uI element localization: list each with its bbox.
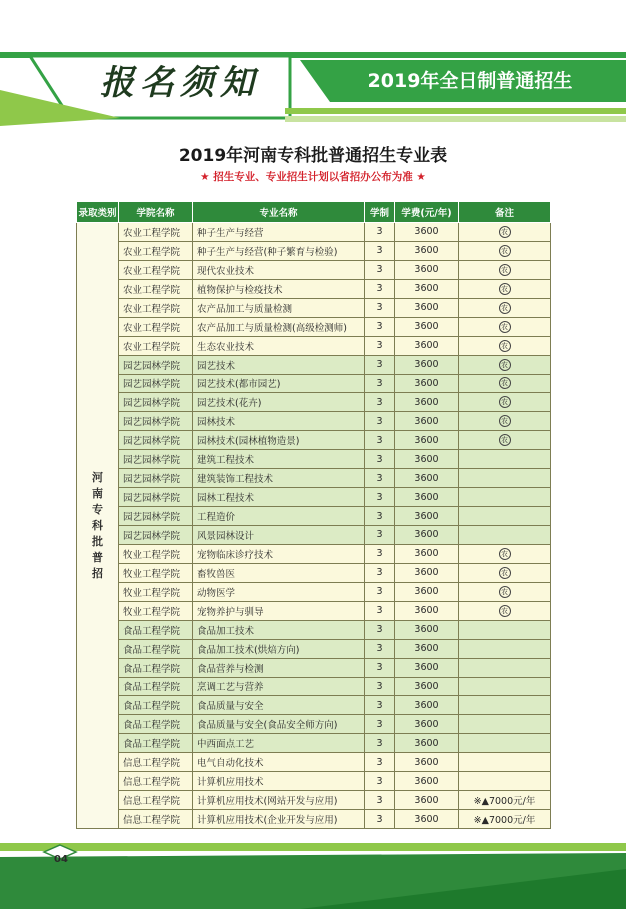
remark-cell [459,507,551,526]
banner-accent-stripe [285,108,626,114]
major-cell: 建筑装饰工程技术 [193,469,365,488]
years-cell: 3 [365,810,395,829]
college-cell: 园艺园林学院 [119,526,193,545]
major-cell: 风景园林设计 [193,526,365,545]
remark-cell [459,469,551,488]
table-row [77,696,551,715]
agriculture-mark-icon: 农 [499,377,511,389]
fee-cell: 3600 [395,412,459,431]
fee-cell: 3600 [395,279,459,298]
fee-cell: 3600 [395,810,459,829]
fee-cell: 3600 [395,715,459,734]
table-row [77,488,551,507]
college-cell: 园艺园林学院 [119,412,193,431]
college-cell: 信息工程学院 [119,810,193,829]
fee-cell: 3600 [395,450,459,469]
agriculture-mark-icon: 农 [499,586,511,598]
college-cell: 园艺园林学院 [119,431,193,450]
years-cell: 3 [365,241,395,260]
years-cell: 3 [365,488,395,507]
remark-cell [459,658,551,677]
footer-band [0,843,626,909]
remark-cell [459,772,551,791]
major-cell: 计算机应用技术 [193,772,365,791]
fee-cell: 3600 [395,469,459,488]
years-cell: 3 [365,753,395,772]
agriculture-mark-icon: 农 [499,264,511,276]
years-cell: 3 [365,715,395,734]
years-cell: 3 [365,469,395,488]
years-cell: 3 [365,544,395,563]
years-cell: 3 [365,526,395,545]
category-label: 河南专科批普招 [92,470,103,580]
table-row [77,810,551,829]
college-cell: 园艺园林学院 [119,374,193,393]
college-cell: 食品工程学院 [119,639,193,658]
college-cell: 食品工程学院 [119,734,193,753]
agriculture-mark-icon: 农 [499,434,511,446]
remark-cell [459,753,551,772]
college-cell: 农业工程学院 [119,336,193,355]
college-cell: 园艺园林学院 [119,450,193,469]
page-number: 04 [54,854,68,865]
remark-cell [459,601,551,620]
years-cell: 3 [365,450,395,469]
remark-cell [459,241,551,260]
remark-cell [459,298,551,317]
table-row [77,279,551,298]
years-cell: 3 [365,393,395,412]
remark-cell [459,582,551,601]
college-cell: 牧业工程学院 [119,582,193,601]
remark-cell [459,563,551,582]
table-body [77,223,551,829]
major-cell: 宠物临床诊疗技术 [193,544,365,563]
header-college: 学院名称 [119,202,193,223]
major-cell: 电气自动化技术 [193,753,365,772]
fee-cell: 3600 [395,374,459,393]
major-cell: 中西面点工艺 [193,734,365,753]
college-cell: 农业工程学院 [119,260,193,279]
fee-cell: 3600 [395,317,459,336]
years-cell: 3 [365,298,395,317]
agriculture-mark-icon: 农 [499,302,511,314]
major-cell: 园林技术(园林植物造景) [193,431,365,450]
years-cell: 3 [365,223,395,242]
fee-cell: 3600 [395,639,459,658]
table-row [77,241,551,260]
fee-cell: 3600 [395,544,459,563]
years-cell: 3 [365,412,395,431]
table-row [77,507,551,526]
fee-cell: 3600 [395,355,459,374]
header-years: 学制 [365,202,395,223]
remark-cell [459,279,551,298]
fee-cell: 3600 [395,488,459,507]
major-cell: 计算机应用技术(网站开发与应用) [193,791,365,810]
college-cell: 农业工程学院 [119,317,193,336]
years-cell: 3 [365,582,395,601]
years-cell: 3 [365,696,395,715]
college-cell: 信息工程学院 [119,791,193,810]
banner-accent-stripe-light [285,116,626,122]
college-cell: 园艺园林学院 [119,355,193,374]
remark-cell [459,412,551,431]
table-row [77,734,551,753]
header-remark: 备注 [459,202,551,223]
remark-cell [459,260,551,279]
table-row [77,563,551,582]
years-cell: 3 [365,355,395,374]
remark-cell [459,488,551,507]
years-cell: 3 [365,601,395,620]
major-cell: 食品加工技术 [193,620,365,639]
college-cell: 食品工程学院 [119,677,193,696]
years-cell: 3 [365,620,395,639]
table-row [77,715,551,734]
agriculture-mark-icon: 农 [499,548,511,560]
college-cell: 食品工程学院 [119,696,193,715]
major-cell: 食品质量与安全(食品安全师方向) [193,715,365,734]
agriculture-mark-icon: 农 [499,283,511,295]
header-category: 录取类别 [77,202,119,223]
college-cell: 信息工程学院 [119,753,193,772]
table-row [77,601,551,620]
table-row [77,469,551,488]
major-cell: 动物医学 [193,582,365,601]
major-cell: 食品营养与检测 [193,658,365,677]
college-cell: 农业工程学院 [119,241,193,260]
major-cell: 畜牧兽医 [193,563,365,582]
major-cell: 计算机应用技术(企业开发与应用) [193,810,365,829]
major-cell: 园艺技术(都市园艺) [193,374,365,393]
remark-cell [459,355,551,374]
document-note: ★ 招生专业、专业招生计划以省招办公布为准 ★ [200,171,426,183]
remark-cell [459,677,551,696]
remark-cell [459,374,551,393]
category-cell [77,223,119,829]
years-cell: 3 [365,658,395,677]
table-row [77,393,551,412]
college-cell: 园艺园林学院 [119,469,193,488]
major-cell: 农产品加工与质量检测(高级检测师) [193,317,365,336]
agriculture-mark-icon: 农 [499,415,511,427]
remark-cell [459,639,551,658]
fee-cell: 3600 [395,260,459,279]
major-cell: 种子生产与经营(种子繁育与检验) [193,241,365,260]
fee-cell: 3600 [395,791,459,810]
remark-cell [459,526,551,545]
major-cell: 园艺技术 [193,355,365,374]
major-cell: 烹调工艺与营养 [193,677,365,696]
fee-cell: 3600 [395,677,459,696]
header-fee: 学费(元/年) [395,202,459,223]
major-cell: 种子生产与经营 [193,223,365,242]
major-cell: 生态农业技术 [193,336,365,355]
table-row [77,298,551,317]
college-cell: 园艺园林学院 [119,393,193,412]
college-cell: 牧业工程学院 [119,563,193,582]
college-cell: 食品工程学院 [119,658,193,677]
remark-cell [459,431,551,450]
years-cell: 3 [365,279,395,298]
major-cell: 农产品加工与质量检测 [193,298,365,317]
fee-cell: 3600 [395,241,459,260]
table-row [77,753,551,772]
remark-cell [459,336,551,355]
remark-cell [459,715,551,734]
fee-cell: 3600 [395,336,459,355]
fee-cell: 3600 [395,734,459,753]
major-cell: 工程造价 [193,507,365,526]
remark-cell [459,223,551,242]
agriculture-mark-icon: 农 [499,605,511,617]
years-cell: 3 [365,734,395,753]
major-cell: 宠物养护与驯导 [193,601,365,620]
college-cell: 食品工程学院 [119,715,193,734]
table-row [77,620,551,639]
table-row [77,772,551,791]
years-cell: 3 [365,260,395,279]
years-cell: 3 [365,639,395,658]
table-row [77,223,551,242]
years-cell: 3 [365,677,395,696]
fee-cell: 3600 [395,582,459,601]
college-cell: 园艺园林学院 [119,507,193,526]
remark-cell [459,544,551,563]
college-cell: 园艺园林学院 [119,488,193,507]
footer-top-stripe [0,843,626,851]
table-row [77,317,551,336]
years-cell: 3 [365,336,395,355]
table-row [77,677,551,696]
table-row [77,260,551,279]
fee-cell: 3600 [395,753,459,772]
fee-cell: 3600 [395,620,459,639]
remark-cell: ※▲7000元/年 [459,791,551,810]
agriculture-mark-icon: 农 [499,245,511,257]
remark-cell [459,450,551,469]
table-row [77,582,551,601]
major-cell: 建筑工程技术 [193,450,365,469]
major-cell: 园林工程技术 [193,488,365,507]
table-row [77,412,551,431]
college-cell: 牧业工程学院 [119,544,193,563]
years-cell: 3 [365,317,395,336]
college-cell: 牧业工程学院 [119,601,193,620]
fee-cell: 3600 [395,393,459,412]
agriculture-mark-icon: 农 [499,396,511,408]
college-cell: 农业工程学院 [119,223,193,242]
fee-cell: 3600 [395,507,459,526]
table-row [77,544,551,563]
table-row [77,431,551,450]
fee-cell: 3600 [395,431,459,450]
remark-cell: ※▲7000元/年 [459,810,551,829]
agriculture-mark-icon: 农 [499,226,511,238]
table-row [77,658,551,677]
major-cell: 现代农业技术 [193,260,365,279]
table-row [77,336,551,355]
agriculture-mark-icon: 农 [499,359,511,371]
years-cell: 3 [365,791,395,810]
fee-cell: 3600 [395,298,459,317]
remark-cell [459,620,551,639]
years-cell: 3 [365,374,395,393]
table-row [77,374,551,393]
major-cell: 园艺技术(花卉) [193,393,365,412]
agriculture-mark-icon: 农 [499,321,511,333]
years-cell: 3 [365,507,395,526]
major-cell: 园林技术 [193,412,365,431]
years-cell: 3 [365,563,395,582]
remark-cell [459,734,551,753]
table-row [77,639,551,658]
fee-cell: 3600 [395,563,459,582]
table-row [77,450,551,469]
table-row [77,791,551,810]
remark-cell [459,393,551,412]
agriculture-mark-icon: 农 [499,340,511,352]
major-cell: 食品质量与安全 [193,696,365,715]
years-cell: 3 [365,772,395,791]
fee-cell: 3600 [395,526,459,545]
college-cell: 食品工程学院 [119,620,193,639]
college-cell: 信息工程学院 [119,772,193,791]
banner-subtitle: 2019年全日制普通招生 [367,70,573,92]
fee-cell: 3600 [395,601,459,620]
majors-table [76,201,551,829]
banner-title: 报名须知 [100,63,260,103]
remark-cell [459,317,551,336]
table-header-row [77,202,551,223]
remark-cell [459,696,551,715]
table-row [77,355,551,374]
fee-cell: 3600 [395,772,459,791]
header-major: 专业名称 [193,202,365,223]
agriculture-mark-icon: 农 [499,567,511,579]
document-title: 2019年河南专科批普通招生专业表 [178,146,448,166]
major-cell: 植物保护与检疫技术 [193,279,365,298]
college-cell: 农业工程学院 [119,298,193,317]
table-row [77,526,551,545]
college-cell: 农业工程学院 [119,279,193,298]
years-cell: 3 [365,431,395,450]
major-cell: 食品加工技术(烘焙方向) [193,639,365,658]
fee-cell: 3600 [395,658,459,677]
fee-cell: 3600 [395,696,459,715]
fee-cell: 3600 [395,223,459,242]
